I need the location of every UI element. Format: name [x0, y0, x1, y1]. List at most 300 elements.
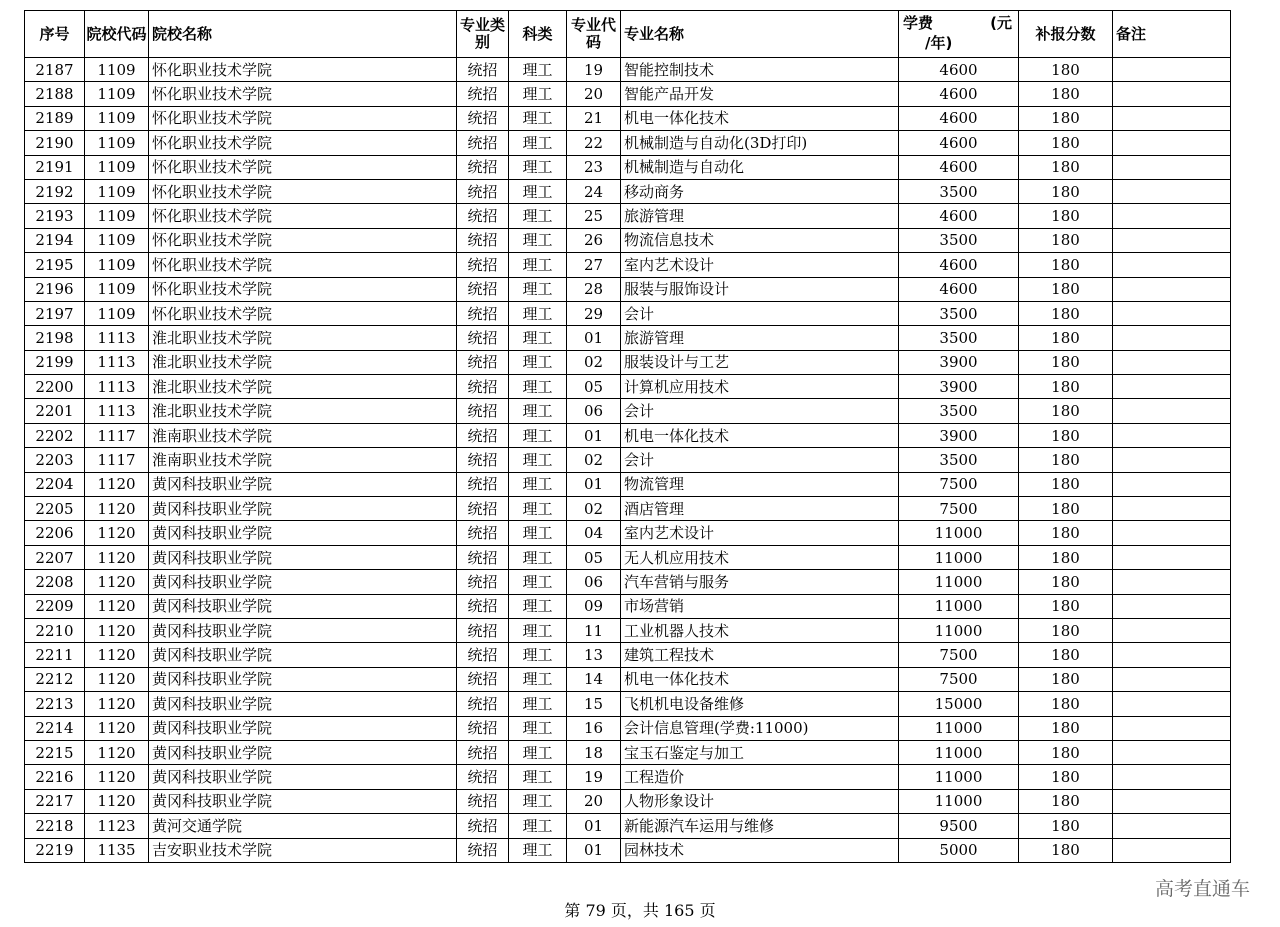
admission-table — [24, 10, 1231, 863]
cell-major-name: 旅游管理 — [621, 204, 899, 228]
table-row — [25, 375, 1231, 399]
cell-score: 180 — [1019, 497, 1113, 521]
cell-major-code: 14 — [567, 667, 621, 691]
cell-seq: 2205 — [25, 497, 85, 521]
cell-fee: 9500 — [899, 814, 1019, 838]
cell-major-code: 19 — [567, 765, 621, 789]
table-row — [25, 497, 1231, 521]
cell-remark — [1113, 58, 1231, 82]
cell-major-name: 计算机应用技术 — [621, 375, 899, 399]
cell-major-code: 26 — [567, 228, 621, 252]
cell-major-type: 统招 — [457, 179, 509, 203]
cell-category: 理工 — [509, 594, 567, 618]
cell-major-code: 01 — [567, 423, 621, 447]
cell-category: 理工 — [509, 131, 567, 155]
cell-seq: 2189 — [25, 106, 85, 130]
cell-fee: 7500 — [899, 472, 1019, 496]
cell-category: 理工 — [509, 521, 567, 545]
cell-fee: 3500 — [899, 301, 1019, 325]
cell-seq: 2218 — [25, 814, 85, 838]
cell-major-code: 01 — [567, 326, 621, 350]
cell-major-name: 新能源汽车运用与维修 — [621, 814, 899, 838]
cell-fee: 11000 — [899, 618, 1019, 642]
cell-school-name: 淮北职业技术学院 — [149, 326, 457, 350]
cell-category: 理工 — [509, 106, 567, 130]
cell-major-type: 统招 — [457, 253, 509, 277]
cell-major-name: 建筑工程技术 — [621, 643, 899, 667]
cell-major-code: 06 — [567, 399, 621, 423]
cell-school-code: 1109 — [85, 179, 149, 203]
cell-remark — [1113, 448, 1231, 472]
cell-school-name: 黄冈科技职业学院 — [149, 692, 457, 716]
table-row — [25, 521, 1231, 545]
cell-category: 理工 — [509, 253, 567, 277]
cell-seq: 2200 — [25, 375, 85, 399]
table-row — [25, 204, 1231, 228]
cell-school-name: 怀化职业技术学院 — [149, 228, 457, 252]
table-row — [25, 570, 1231, 594]
cell-fee: 4600 — [899, 155, 1019, 179]
cell-remark — [1113, 521, 1231, 545]
cell-school-name: 淮南职业技术学院 — [149, 423, 457, 447]
cell-school-code: 1120 — [85, 765, 149, 789]
cell-major-code: 23 — [567, 155, 621, 179]
cell-major-name: 会计 — [621, 448, 899, 472]
cell-category: 理工 — [509, 692, 567, 716]
cell-major-type: 统招 — [457, 497, 509, 521]
cell-seq: 2193 — [25, 204, 85, 228]
cell-fee: 3500 — [899, 399, 1019, 423]
cell-seq: 2207 — [25, 545, 85, 569]
cell-major-name: 人物形象设计 — [621, 789, 899, 813]
cell-major-name: 市场营销 — [621, 594, 899, 618]
header-school-code: 院校代码 — [85, 11, 149, 58]
header-fee-unit-a: (元 — [990, 14, 1012, 32]
watermark-logo: 高考直通车 — [1154, 878, 1250, 900]
cell-major-code: 22 — [567, 131, 621, 155]
cell-major-code: 01 — [567, 838, 621, 862]
cell-fee: 3900 — [899, 375, 1019, 399]
cell-major-type: 统招 — [457, 594, 509, 618]
cell-category: 理工 — [509, 277, 567, 301]
cell-major-type: 统招 — [457, 301, 509, 325]
table-row — [25, 838, 1231, 862]
cell-school-name: 淮北职业技术学院 — [149, 399, 457, 423]
cell-fee: 3900 — [899, 423, 1019, 447]
cell-fee: 7500 — [899, 643, 1019, 667]
cell-remark — [1113, 228, 1231, 252]
cell-school-code: 1120 — [85, 789, 149, 813]
cell-seq: 2217 — [25, 789, 85, 813]
cell-major-code: 05 — [567, 545, 621, 569]
cell-remark — [1113, 423, 1231, 447]
cell-major-code: 19 — [567, 58, 621, 82]
cell-school-name: 黄冈科技职业学院 — [149, 618, 457, 642]
cell-score: 180 — [1019, 228, 1113, 252]
cell-school-code: 1109 — [85, 204, 149, 228]
cell-fee: 4600 — [899, 253, 1019, 277]
cell-school-code: 1109 — [85, 155, 149, 179]
table-row — [25, 82, 1231, 106]
cell-seq: 2198 — [25, 326, 85, 350]
cell-school-code: 1109 — [85, 106, 149, 130]
cell-school-code: 1120 — [85, 716, 149, 740]
cell-school-code: 1109 — [85, 301, 149, 325]
cell-category: 理工 — [509, 667, 567, 691]
cell-score: 180 — [1019, 131, 1113, 155]
cell-school-name: 怀化职业技术学院 — [149, 131, 457, 155]
cell-seq: 2210 — [25, 618, 85, 642]
cell-seq: 2188 — [25, 82, 85, 106]
cell-score: 180 — [1019, 82, 1113, 106]
header-school-name: 院校名称 — [149, 11, 457, 58]
cell-major-name: 会计 — [621, 301, 899, 325]
cell-score: 180 — [1019, 375, 1113, 399]
table-row — [25, 228, 1231, 252]
cell-fee: 11000 — [899, 716, 1019, 740]
cell-category: 理工 — [509, 497, 567, 521]
table-row — [25, 545, 1231, 569]
cell-major-code: 28 — [567, 277, 621, 301]
cell-category: 理工 — [509, 814, 567, 838]
cell-major-code: 02 — [567, 448, 621, 472]
cell-major-name: 机电一体化技术 — [621, 667, 899, 691]
table-row — [25, 618, 1231, 642]
table-row — [25, 716, 1231, 740]
cell-score: 180 — [1019, 618, 1113, 642]
cell-seq: 2219 — [25, 838, 85, 862]
cell-major-code: 20 — [567, 789, 621, 813]
cell-major-name: 旅游管理 — [621, 326, 899, 350]
cell-seq: 2190 — [25, 131, 85, 155]
header-category: 科类 — [509, 11, 567, 58]
cell-major-type: 统招 — [457, 545, 509, 569]
cell-school-code: 1117 — [85, 423, 149, 447]
cell-major-code: 25 — [567, 204, 621, 228]
cell-school-name: 黄冈科技职业学院 — [149, 789, 457, 813]
cell-remark — [1113, 618, 1231, 642]
cell-remark — [1113, 131, 1231, 155]
cell-major-type: 统招 — [457, 106, 509, 130]
cell-major-name: 会计 — [621, 399, 899, 423]
cell-fee: 15000 — [899, 692, 1019, 716]
cell-major-code: 02 — [567, 350, 621, 374]
cell-remark — [1113, 667, 1231, 691]
cell-major-code: 15 — [567, 692, 621, 716]
table-row — [25, 253, 1231, 277]
cell-remark — [1113, 399, 1231, 423]
cell-school-code: 1135 — [85, 838, 149, 862]
cell-seq: 2206 — [25, 521, 85, 545]
cell-category: 理工 — [509, 58, 567, 82]
cell-major-code: 02 — [567, 497, 621, 521]
cell-school-name: 黄冈科技职业学院 — [149, 497, 457, 521]
cell-seq: 2194 — [25, 228, 85, 252]
cell-school-code: 1120 — [85, 497, 149, 521]
cell-major-name: 酒店管理 — [621, 497, 899, 521]
cell-remark — [1113, 497, 1231, 521]
cell-category: 理工 — [509, 155, 567, 179]
cell-school-code: 1109 — [85, 277, 149, 301]
cell-school-code: 1120 — [85, 643, 149, 667]
cell-score: 180 — [1019, 716, 1113, 740]
header-major-name: 专业名称 — [621, 11, 899, 58]
cell-category: 理工 — [509, 716, 567, 740]
cell-score: 180 — [1019, 643, 1113, 667]
cell-category: 理工 — [509, 82, 567, 106]
cell-score: 180 — [1019, 301, 1113, 325]
cell-remark — [1113, 643, 1231, 667]
cell-major-code: 09 — [567, 594, 621, 618]
table-row — [25, 179, 1231, 203]
cell-major-type: 统招 — [457, 643, 509, 667]
table-row — [25, 106, 1231, 130]
cell-school-code: 1120 — [85, 521, 149, 545]
header-score: 补报分数 — [1019, 11, 1113, 58]
cell-school-name: 黄冈科技职业学院 — [149, 740, 457, 764]
cell-school-code: 1120 — [85, 692, 149, 716]
header-fee-unit-b: /年) — [925, 34, 953, 52]
cell-score: 180 — [1019, 838, 1113, 862]
cell-major-name: 园林技术 — [621, 838, 899, 862]
cell-major-code: 05 — [567, 375, 621, 399]
table-row — [25, 448, 1231, 472]
header-seq: 序号 — [25, 11, 85, 58]
cell-category: 理工 — [509, 179, 567, 203]
cell-school-name: 黄冈科技职业学院 — [149, 716, 457, 740]
cell-category: 理工 — [509, 570, 567, 594]
cell-major-type: 统招 — [457, 521, 509, 545]
cell-school-name: 怀化职业技术学院 — [149, 179, 457, 203]
cell-score: 180 — [1019, 570, 1113, 594]
cell-seq: 2195 — [25, 253, 85, 277]
table-header-row — [25, 11, 1231, 58]
cell-school-code: 1120 — [85, 740, 149, 764]
cell-school-code: 1120 — [85, 594, 149, 618]
cell-school-name: 怀化职业技术学院 — [149, 253, 457, 277]
cell-score: 180 — [1019, 253, 1113, 277]
table-row — [25, 667, 1231, 691]
cell-major-code: 11 — [567, 618, 621, 642]
cell-school-code: 1113 — [85, 399, 149, 423]
cell-remark — [1113, 375, 1231, 399]
cell-fee: 3500 — [899, 179, 1019, 203]
cell-seq: 2214 — [25, 716, 85, 740]
cell-seq: 2215 — [25, 740, 85, 764]
cell-seq: 2187 — [25, 58, 85, 82]
cell-major-code: 27 — [567, 253, 621, 277]
cell-category: 理工 — [509, 472, 567, 496]
cell-category: 理工 — [509, 375, 567, 399]
cell-major-name: 机电一体化技术 — [621, 423, 899, 447]
cell-major-type: 统招 — [457, 618, 509, 642]
cell-fee: 5000 — [899, 838, 1019, 862]
cell-seq: 2201 — [25, 399, 85, 423]
cell-major-code: 01 — [567, 814, 621, 838]
cell-major-type: 统招 — [457, 326, 509, 350]
cell-seq: 2212 — [25, 667, 85, 691]
cell-school-code: 1123 — [85, 814, 149, 838]
table-row — [25, 740, 1231, 764]
cell-school-code: 1120 — [85, 472, 149, 496]
cell-score: 180 — [1019, 326, 1113, 350]
cell-remark — [1113, 570, 1231, 594]
cell-school-name: 黄冈科技职业学院 — [149, 765, 457, 789]
cell-major-name: 会计信息管理(学费:11000) — [621, 716, 899, 740]
cell-score: 180 — [1019, 448, 1113, 472]
cell-fee: 7500 — [899, 497, 1019, 521]
cell-major-type: 统招 — [457, 838, 509, 862]
cell-seq: 2216 — [25, 765, 85, 789]
cell-major-type: 统招 — [457, 423, 509, 447]
cell-school-name: 怀化职业技术学院 — [149, 204, 457, 228]
cell-category: 理工 — [509, 643, 567, 667]
cell-major-name: 汽车营销与服务 — [621, 570, 899, 594]
cell-fee: 4600 — [899, 277, 1019, 301]
cell-fee: 11000 — [899, 765, 1019, 789]
cell-remark — [1113, 155, 1231, 179]
cell-school-name: 怀化职业技术学院 — [149, 58, 457, 82]
cell-score: 180 — [1019, 277, 1113, 301]
cell-major-name: 室内艺术设计 — [621, 253, 899, 277]
cell-major-type: 统招 — [457, 692, 509, 716]
cell-major-name: 智能控制技术 — [621, 58, 899, 82]
cell-remark — [1113, 277, 1231, 301]
cell-school-name: 黄冈科技职业学院 — [149, 472, 457, 496]
cell-major-code: 24 — [567, 179, 621, 203]
cell-major-code: 04 — [567, 521, 621, 545]
cell-major-code: 01 — [567, 472, 621, 496]
cell-seq: 2199 — [25, 350, 85, 374]
cell-major-code: 18 — [567, 740, 621, 764]
cell-remark — [1113, 350, 1231, 374]
cell-fee: 11000 — [899, 570, 1019, 594]
table-body — [25, 58, 1231, 863]
cell-major-type: 统招 — [457, 82, 509, 106]
header-remark: 备注 — [1113, 11, 1231, 58]
cell-major-type: 统招 — [457, 448, 509, 472]
cell-score: 180 — [1019, 594, 1113, 618]
cell-major-name: 宝玉石鉴定与加工 — [621, 740, 899, 764]
cell-category: 理工 — [509, 448, 567, 472]
cell-score: 180 — [1019, 740, 1113, 764]
cell-major-type: 统招 — [457, 204, 509, 228]
cell-school-name: 怀化职业技术学院 — [149, 301, 457, 325]
cell-fee: 4600 — [899, 106, 1019, 130]
cell-score: 180 — [1019, 472, 1113, 496]
cell-school-name: 怀化职业技术学院 — [149, 106, 457, 130]
cell-major-type: 统招 — [457, 277, 509, 301]
table-row — [25, 789, 1231, 813]
table-row — [25, 277, 1231, 301]
cell-category: 理工 — [509, 204, 567, 228]
table-row — [25, 643, 1231, 667]
cell-school-name: 淮北职业技术学院 — [149, 350, 457, 374]
cell-major-code: 16 — [567, 716, 621, 740]
cell-category: 理工 — [509, 326, 567, 350]
cell-score: 180 — [1019, 667, 1113, 691]
cell-fee: 4600 — [899, 82, 1019, 106]
cell-school-code: 1109 — [85, 58, 149, 82]
table-row — [25, 692, 1231, 716]
cell-remark — [1113, 82, 1231, 106]
table-row — [25, 155, 1231, 179]
cell-score: 180 — [1019, 545, 1113, 569]
table-row — [25, 326, 1231, 350]
cell-seq: 2203 — [25, 448, 85, 472]
cell-school-code: 1120 — [85, 618, 149, 642]
cell-major-type: 统招 — [457, 399, 509, 423]
cell-major-code: 21 — [567, 106, 621, 130]
cell-school-name: 黄冈科技职业学院 — [149, 545, 457, 569]
cell-school-name: 怀化职业技术学院 — [149, 155, 457, 179]
cell-seq: 2192 — [25, 179, 85, 203]
cell-fee: 3500 — [899, 448, 1019, 472]
cell-major-type: 统招 — [457, 740, 509, 764]
table-row — [25, 594, 1231, 618]
table-row — [25, 301, 1231, 325]
cell-major-name: 工业机器人技术 — [621, 618, 899, 642]
cell-seq: 2213 — [25, 692, 85, 716]
cell-major-type: 统招 — [457, 716, 509, 740]
cell-school-name: 淮南职业技术学院 — [149, 448, 457, 472]
cell-major-type: 统招 — [457, 131, 509, 155]
table-row — [25, 765, 1231, 789]
cell-seq: 2202 — [25, 423, 85, 447]
header-fee-label: 学费 — [903, 14, 934, 32]
cell-major-name: 物流管理 — [621, 472, 899, 496]
cell-major-type: 统招 — [457, 58, 509, 82]
cell-category: 理工 — [509, 545, 567, 569]
cell-fee: 4600 — [899, 204, 1019, 228]
table-row — [25, 399, 1231, 423]
cell-major-type: 统招 — [457, 814, 509, 838]
cell-school-name: 淮北职业技术学院 — [149, 375, 457, 399]
cell-major-type: 统招 — [457, 375, 509, 399]
cell-major-type: 统招 — [457, 667, 509, 691]
cell-remark — [1113, 838, 1231, 862]
cell-major-code: 29 — [567, 301, 621, 325]
cell-seq: 2209 — [25, 594, 85, 618]
cell-major-type: 统招 — [457, 570, 509, 594]
cell-remark — [1113, 204, 1231, 228]
cell-fee: 3900 — [899, 350, 1019, 374]
cell-seq: 2204 — [25, 472, 85, 496]
page-number: 第 79 页，共 165 页 — [564, 901, 716, 920]
cell-seq: 2196 — [25, 277, 85, 301]
cell-category: 理工 — [509, 301, 567, 325]
cell-category: 理工 — [509, 838, 567, 862]
header-major-type: 专业类别 — [457, 11, 509, 58]
cell-score: 180 — [1019, 350, 1113, 374]
cell-remark — [1113, 716, 1231, 740]
cell-remark — [1113, 301, 1231, 325]
cell-fee: 11000 — [899, 545, 1019, 569]
cell-remark — [1113, 545, 1231, 569]
cell-score: 180 — [1019, 692, 1113, 716]
cell-fee: 3500 — [899, 228, 1019, 252]
cell-major-code: 20 — [567, 82, 621, 106]
cell-school-name: 吉安职业技术学院 — [149, 838, 457, 862]
cell-major-type: 统招 — [457, 155, 509, 179]
cell-school-name: 黄冈科技职业学院 — [149, 570, 457, 594]
cell-school-code: 1109 — [85, 253, 149, 277]
cell-score: 180 — [1019, 106, 1113, 130]
cell-major-name: 机械制造与自动化(3D打印) — [621, 131, 899, 155]
cell-major-name: 室内艺术设计 — [621, 521, 899, 545]
cell-fee: 11000 — [899, 789, 1019, 813]
cell-remark — [1113, 765, 1231, 789]
